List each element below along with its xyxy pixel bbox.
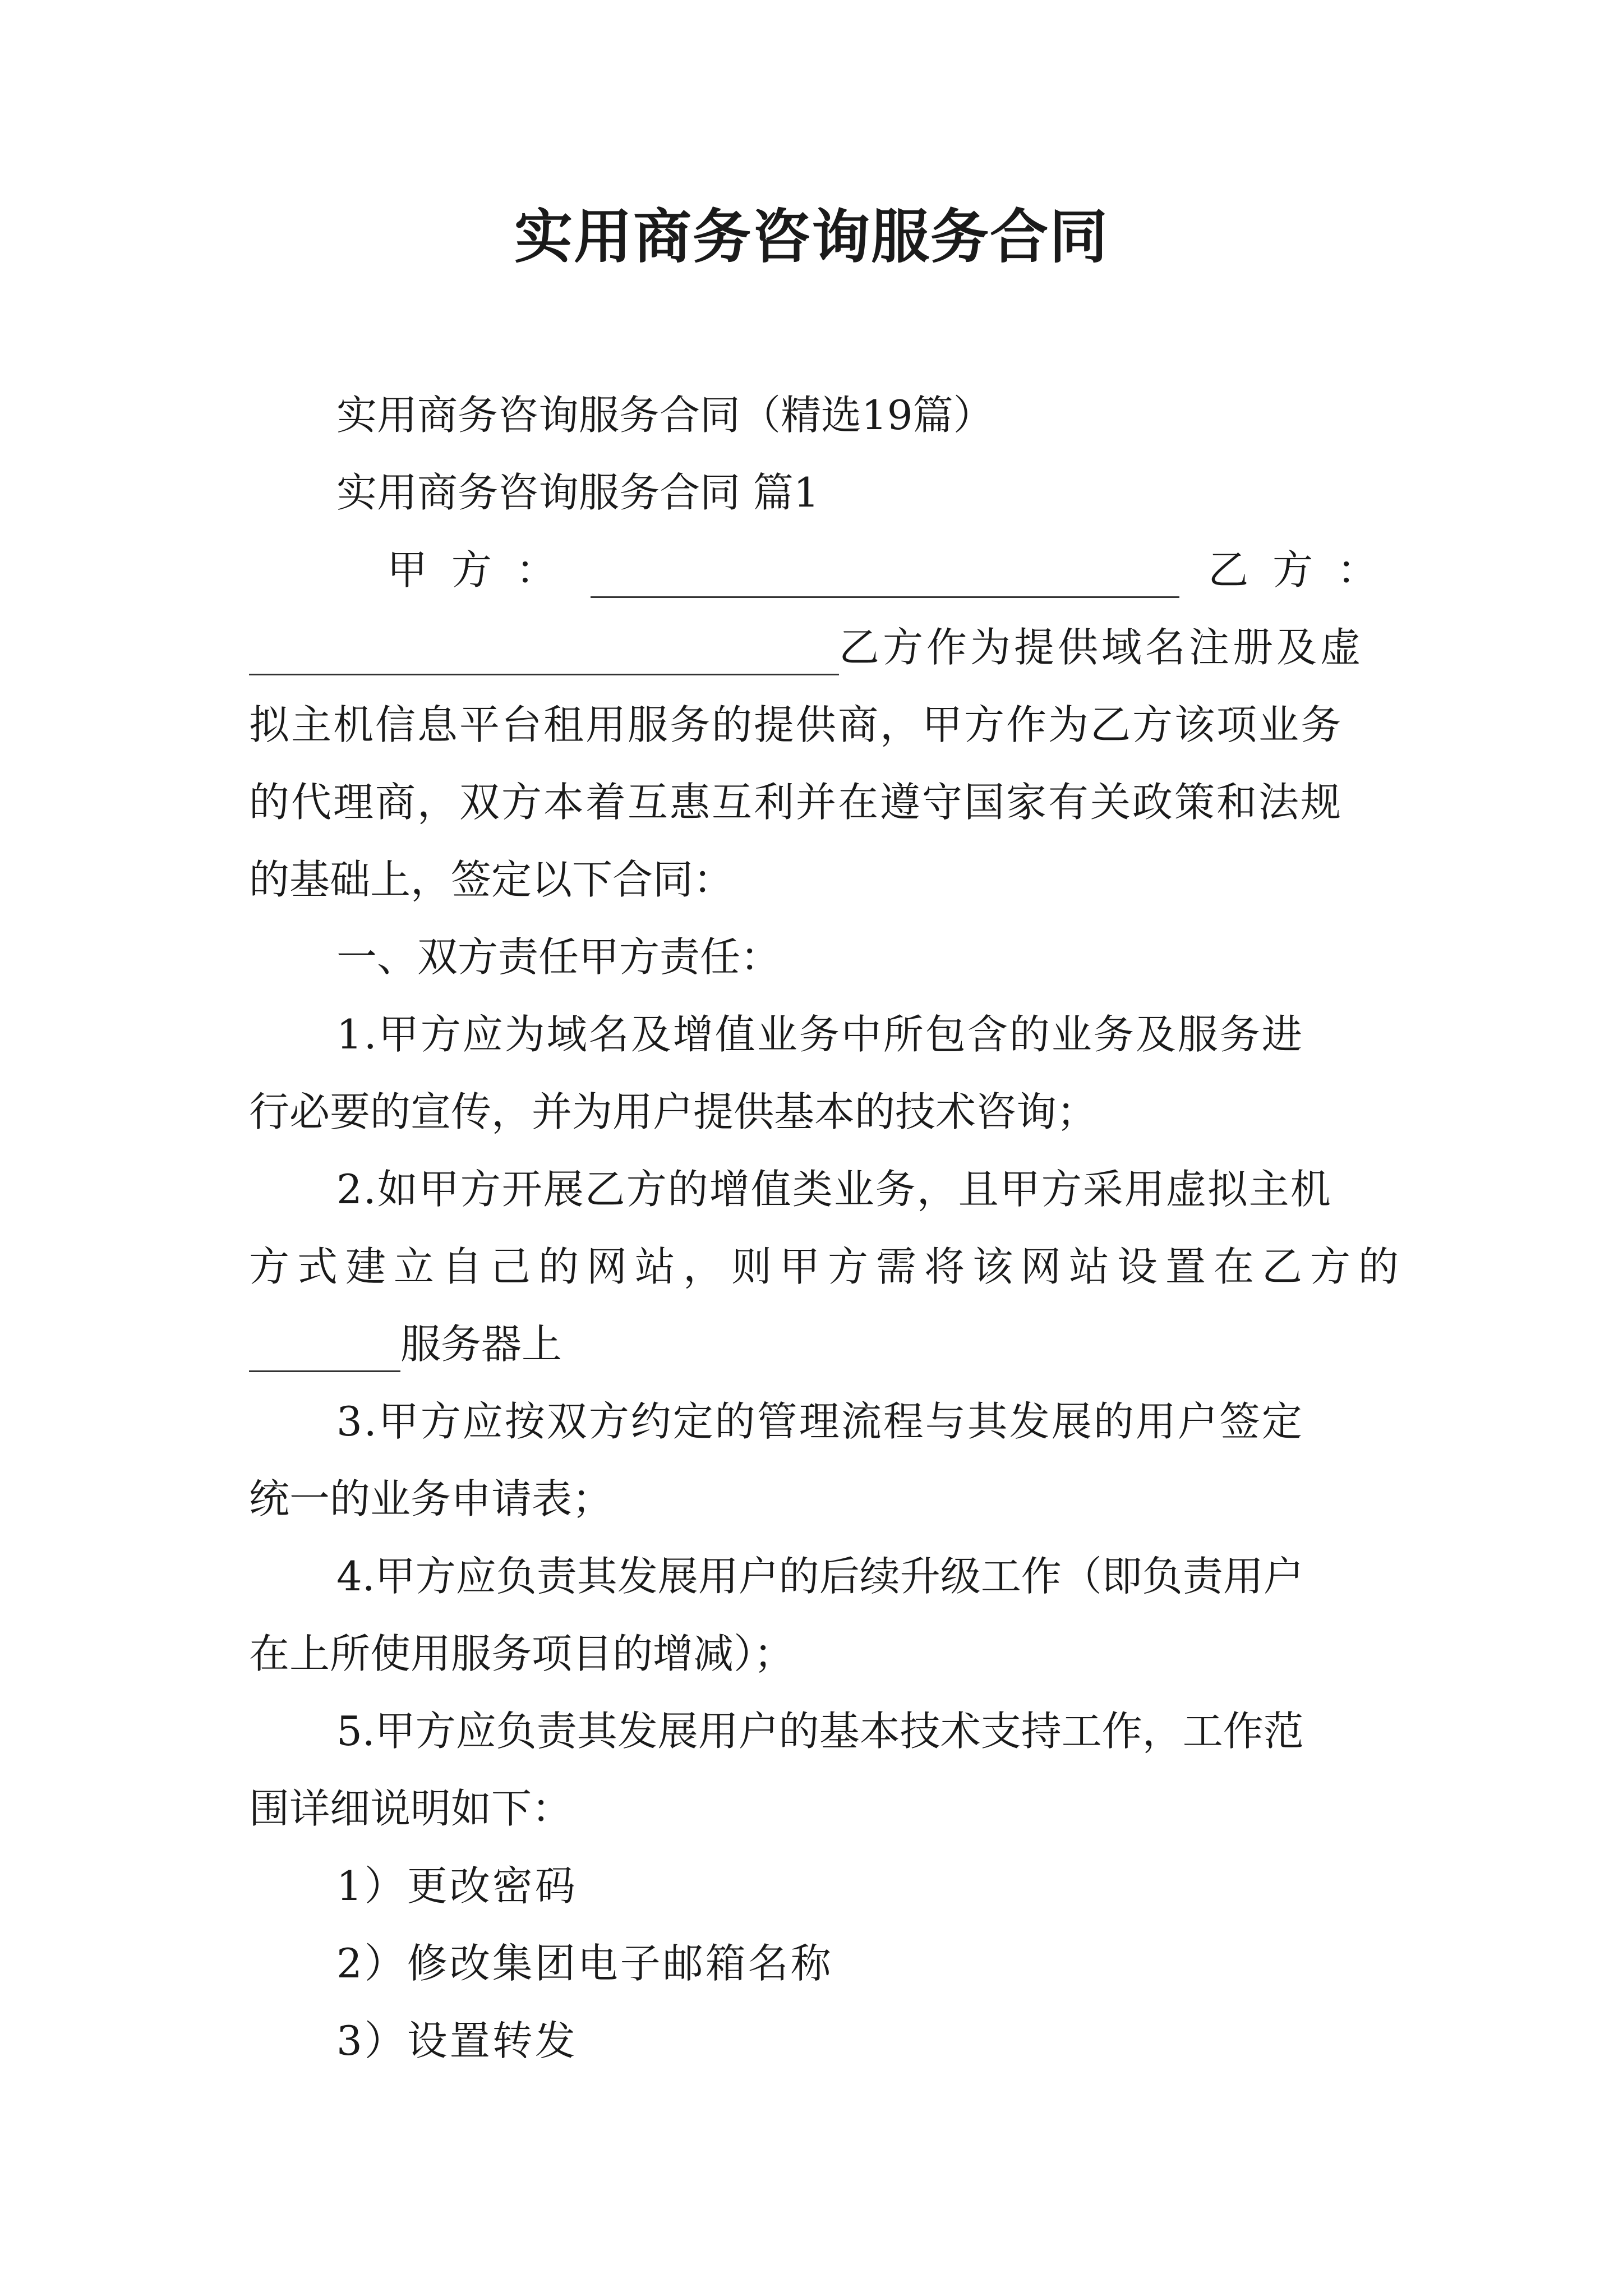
intro-line-1-tail: 乙方作为提供域名注册及虚	[839, 624, 1364, 671]
item-2-line-2: 方式建立自己的网站，则甲方需将该网站设置在乙方的	[249, 1243, 1407, 1290]
item-1-line-2: 行必要的宣传，并为用户提供基本的技术咨询；	[249, 1088, 1098, 1135]
sub-item-3: 3）设置转发	[336, 2017, 578, 2064]
item-2-line-1: 2.如甲方开展乙方的增值类业务，且甲方采用虚拟主机	[336, 1166, 1332, 1213]
item-2-line-3-tail: 服务器上	[400, 1320, 562, 1368]
party-b-blank	[249, 634, 839, 675]
item-4-line-1: 4.甲方应负责其发展用户的后续升级工作（即负责用户	[336, 1553, 1304, 1600]
document-title: 实用商务咨询服务合同	[514, 202, 1109, 271]
server-blank	[249, 1331, 400, 1372]
party-a-blank	[591, 557, 1179, 598]
item-4-line-2: 在上所使用服务项目的增减）；	[249, 1630, 795, 1677]
item-5-line-2: 围详细说明如下：	[249, 1785, 573, 1832]
intro-line-3: 的代理商，双方本着互惠互利并在遵守国家有关政策和法规	[249, 779, 1343, 826]
intro-line-4: 的基础上，签定以下合同：	[249, 856, 734, 903]
party-b-label: 乙 方 ：	[1208, 546, 1383, 593]
part-heading: 实用商务咨询服务合同 篇1	[336, 469, 819, 516]
intro-line-2: 拟主机信息平台租用服务的提供商，甲方作为乙方该项业务	[249, 701, 1343, 748]
section-1-heading: 一、双方责任甲方责任：	[336, 933, 781, 981]
sub-item-1: 1）更改密码	[336, 1862, 578, 1910]
party-a-label: 甲 方 ：	[387, 546, 562, 593]
parties-line	[387, 542, 1383, 598]
item-3-line-2: 统一的业务申请表；	[249, 1475, 613, 1522]
subtitle: 实用商务咨询服务合同（精选19篇）	[336, 392, 994, 439]
sub-item-2: 2）修改集团电子邮箱名称	[336, 1940, 833, 1987]
intro-line-1	[249, 619, 1383, 675]
item-3-line-1: 3.甲方应按双方约定的管理流程与其发展的用户签定	[336, 1398, 1304, 1445]
item-1-line-1: 1.甲方应为域名及增值业务中所包含的业务及服务进	[336, 1011, 1304, 1058]
item-5-line-1: 5.甲方应负责其发展用户的基本技术支持工作，工作范	[336, 1708, 1304, 1755]
item-2-line-3	[249, 1316, 562, 1372]
